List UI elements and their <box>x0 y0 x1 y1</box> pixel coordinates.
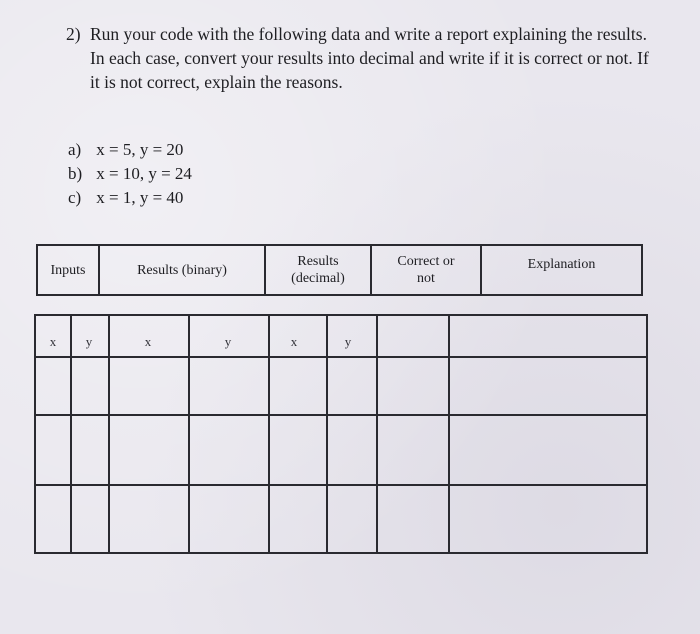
test-case-value: x = 5, y = 20 <box>96 140 184 159</box>
subheader-input-x: x <box>49 334 57 349</box>
grid-column-divider <box>108 316 110 552</box>
test-case-label: b) <box>68 164 83 183</box>
grid-column-divider <box>188 316 190 552</box>
test-case <box>68 138 192 162</box>
test-case-list <box>68 138 192 210</box>
subheader-decimal-x: x <box>290 334 298 349</box>
subheader-input-y: y <box>85 334 93 349</box>
subheader-binary-x: x <box>144 334 152 349</box>
header-inputs: Inputs <box>38 246 100 294</box>
header-table <box>36 244 643 296</box>
test-case-label: a) <box>68 140 82 159</box>
grid-column-divider <box>376 316 378 552</box>
question-number: 2) <box>66 24 81 44</box>
grid-row-divider <box>36 484 646 486</box>
subheader-binary-y: y <box>224 334 232 349</box>
answer-grid <box>34 314 648 554</box>
grid-column-divider <box>268 316 270 552</box>
header-correct-or-not: Correct or not <box>372 246 482 294</box>
header-results-decimal: Results (decimal) <box>266 246 372 294</box>
grid-column-divider <box>448 316 450 552</box>
test-case-label: c) <box>68 188 82 207</box>
test-case <box>68 162 192 186</box>
grid-column-divider <box>326 316 328 552</box>
grid-column-divider <box>70 316 72 552</box>
test-case-value: x = 1, y = 40 <box>96 188 184 207</box>
question-text: Run your code with the following data and write a report explaining the results. In each case, convert your results into decimal and write if it is correct or not. If it is not correct, explain the reasons. <box>90 24 649 92</box>
subheader-decimal-y: y <box>344 334 352 349</box>
header-explanation: Explanation <box>527 257 596 272</box>
header-results-binary: Results (binary) <box>100 246 266 294</box>
grid-row-divider <box>36 414 646 416</box>
grid-row-divider <box>36 356 646 358</box>
test-case-value: x = 10, y = 24 <box>96 164 192 183</box>
test-case <box>68 186 192 210</box>
